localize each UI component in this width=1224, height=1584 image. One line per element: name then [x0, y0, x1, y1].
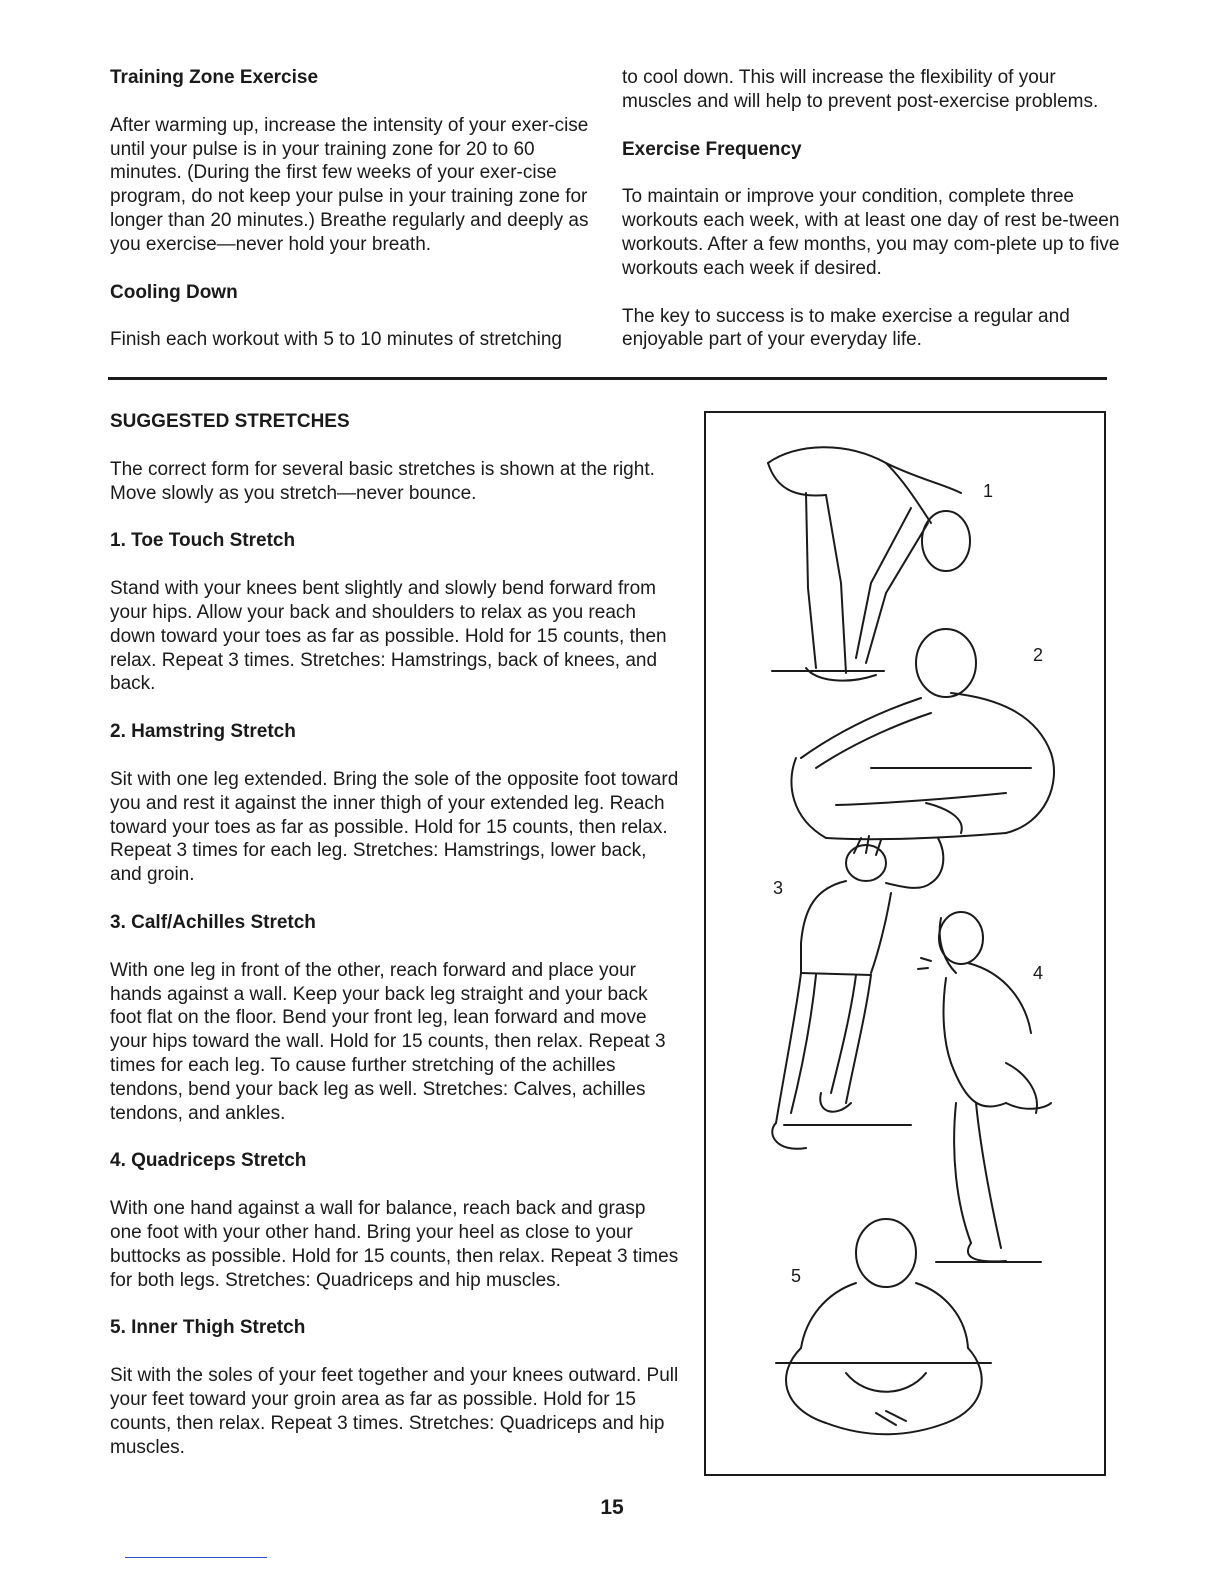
cooling-down-continuation: to cool down. This will increase the flexibility of your muscles and will help to prevent post-exercise problems. [622, 67, 1099, 112]
stretch-4-body: With one hand against a wall for balance, reach back and grasp one foot with your other hand. Bring your heel as close to your buttocks as possible. Hold for 15 counts, then relax. Repeat 3 times for both legs. Stretches: Quadriceps and hip muscles. [110, 1198, 679, 1291]
page-number: 15 [600, 1496, 624, 1519]
exercise-frequency-heading: Exercise Frequency [622, 138, 802, 160]
stretch-5-body: Sit with the soles of your feet together and your knees outward. Pull your feet toward your groin area as far as possible. Hold for 15 counts, then relax. Repeat 3 times. Stretches: Quadriceps and hip muscles. [110, 1365, 679, 1458]
figure-label-5: 5 [791, 1266, 802, 1286]
stretch-2-heading: 2. Hamstring Stretch [110, 721, 296, 743]
stretch-3-heading: 3. Calf/Achilles Stretch [110, 911, 316, 933]
stretches-heading: SUGGESTED STRETCHES [110, 411, 350, 432]
calf-achilles-stretch-figure [772, 836, 943, 1149]
training-zone-heading: Training Zone Exercise [110, 67, 319, 88]
figure-label-4: 4 [1033, 963, 1044, 983]
stretch-5-heading: 5. Inner Thigh Stretch [110, 1317, 306, 1339]
stretches-illustration-panel [704, 411, 1106, 1476]
suggested-stretches-section [110, 410, 680, 1483]
hamstring-stretch-figure [791, 629, 1054, 839]
stretch-1-heading: 1. Toe Touch Stretch [110, 530, 296, 552]
exercise-frequency-body: To maintain or improve your condition, complete three workouts each week, with at least one day of rest be-tween workouts. After a few months, you may com-plete up to five workouts each week if desired. [622, 186, 1120, 279]
key-to-success-text: The key to success is to make exercise a regular and enjoyable part of your everyday life. [622, 305, 1070, 351]
section-divider [108, 377, 1107, 380]
stretches-illustration [706, 413, 1104, 1474]
toe-touch-figure [768, 447, 970, 680]
stretches-intro: The correct form for several basic stretches is shown at the right. Move slowly as you stretch—never bounce. [110, 458, 655, 504]
cooling-down-heading: Cooling Down [110, 281, 238, 303]
stretch-3-body: With one leg in front of the other, reach forward and place your hands against a wall. Keep your back leg straight and your back foot flat on the floor. Bend your front leg, lean forward and move your hips toward the wall. Hold for 15 counts, then relax. Repeat 3 times for each leg. To cause further stretching of the achilles tendons, bend your back leg as well. Stretches: Calves, achilles tendons, and ankles. [110, 959, 666, 1124]
stretch-4-heading: 4. Quadriceps Stretch [110, 1150, 307, 1172]
cooling-down-body: Finish each workout with 5 to 10 minutes of stretching [110, 329, 563, 351]
top-right-column [622, 66, 1122, 376]
figure-label-3: 3 [773, 878, 784, 898]
top-left-column [110, 66, 590, 376]
stretch-1-body: Stand with your knees bent slightly and slowly bend forward from your hips. Allow your back and shoulders to relax as you reach down toward your toes as far as possible. Hold for 15 counts, then relax. Repeat 3 times. Stretches: Hamstrings, back of knees, and back. [110, 578, 667, 695]
stretch-2-body: Sit with one leg extended. Bring the sole of the opposite foot toward you and rest it against the inner thigh of your extended leg. Reach toward your toes as far as possible. Hold for 15 counts, then relax. Repeat 3 times for each leg. Stretches: Hamstrings, lower back, and groin. [110, 768, 679, 886]
figure-label-2: 2 [1033, 645, 1044, 665]
training-zone-body: After warming up, increase the intensity of your exer-cise until your pulse is in your training zone for 20 to 60 minutes. (During the first few weeks of your exer-cise program, do not keep your pulse in your training zone for longer than 20 minutes.) Breathe regularly and deeply as you exercise—never hold your breath. [110, 114, 589, 255]
footer-line [125, 1557, 267, 1558]
figure-label-1: 1 [983, 481, 994, 501]
inner-thigh-stretch-figure [776, 1219, 991, 1434]
quadriceps-stretch-figure [918, 912, 1051, 1262]
